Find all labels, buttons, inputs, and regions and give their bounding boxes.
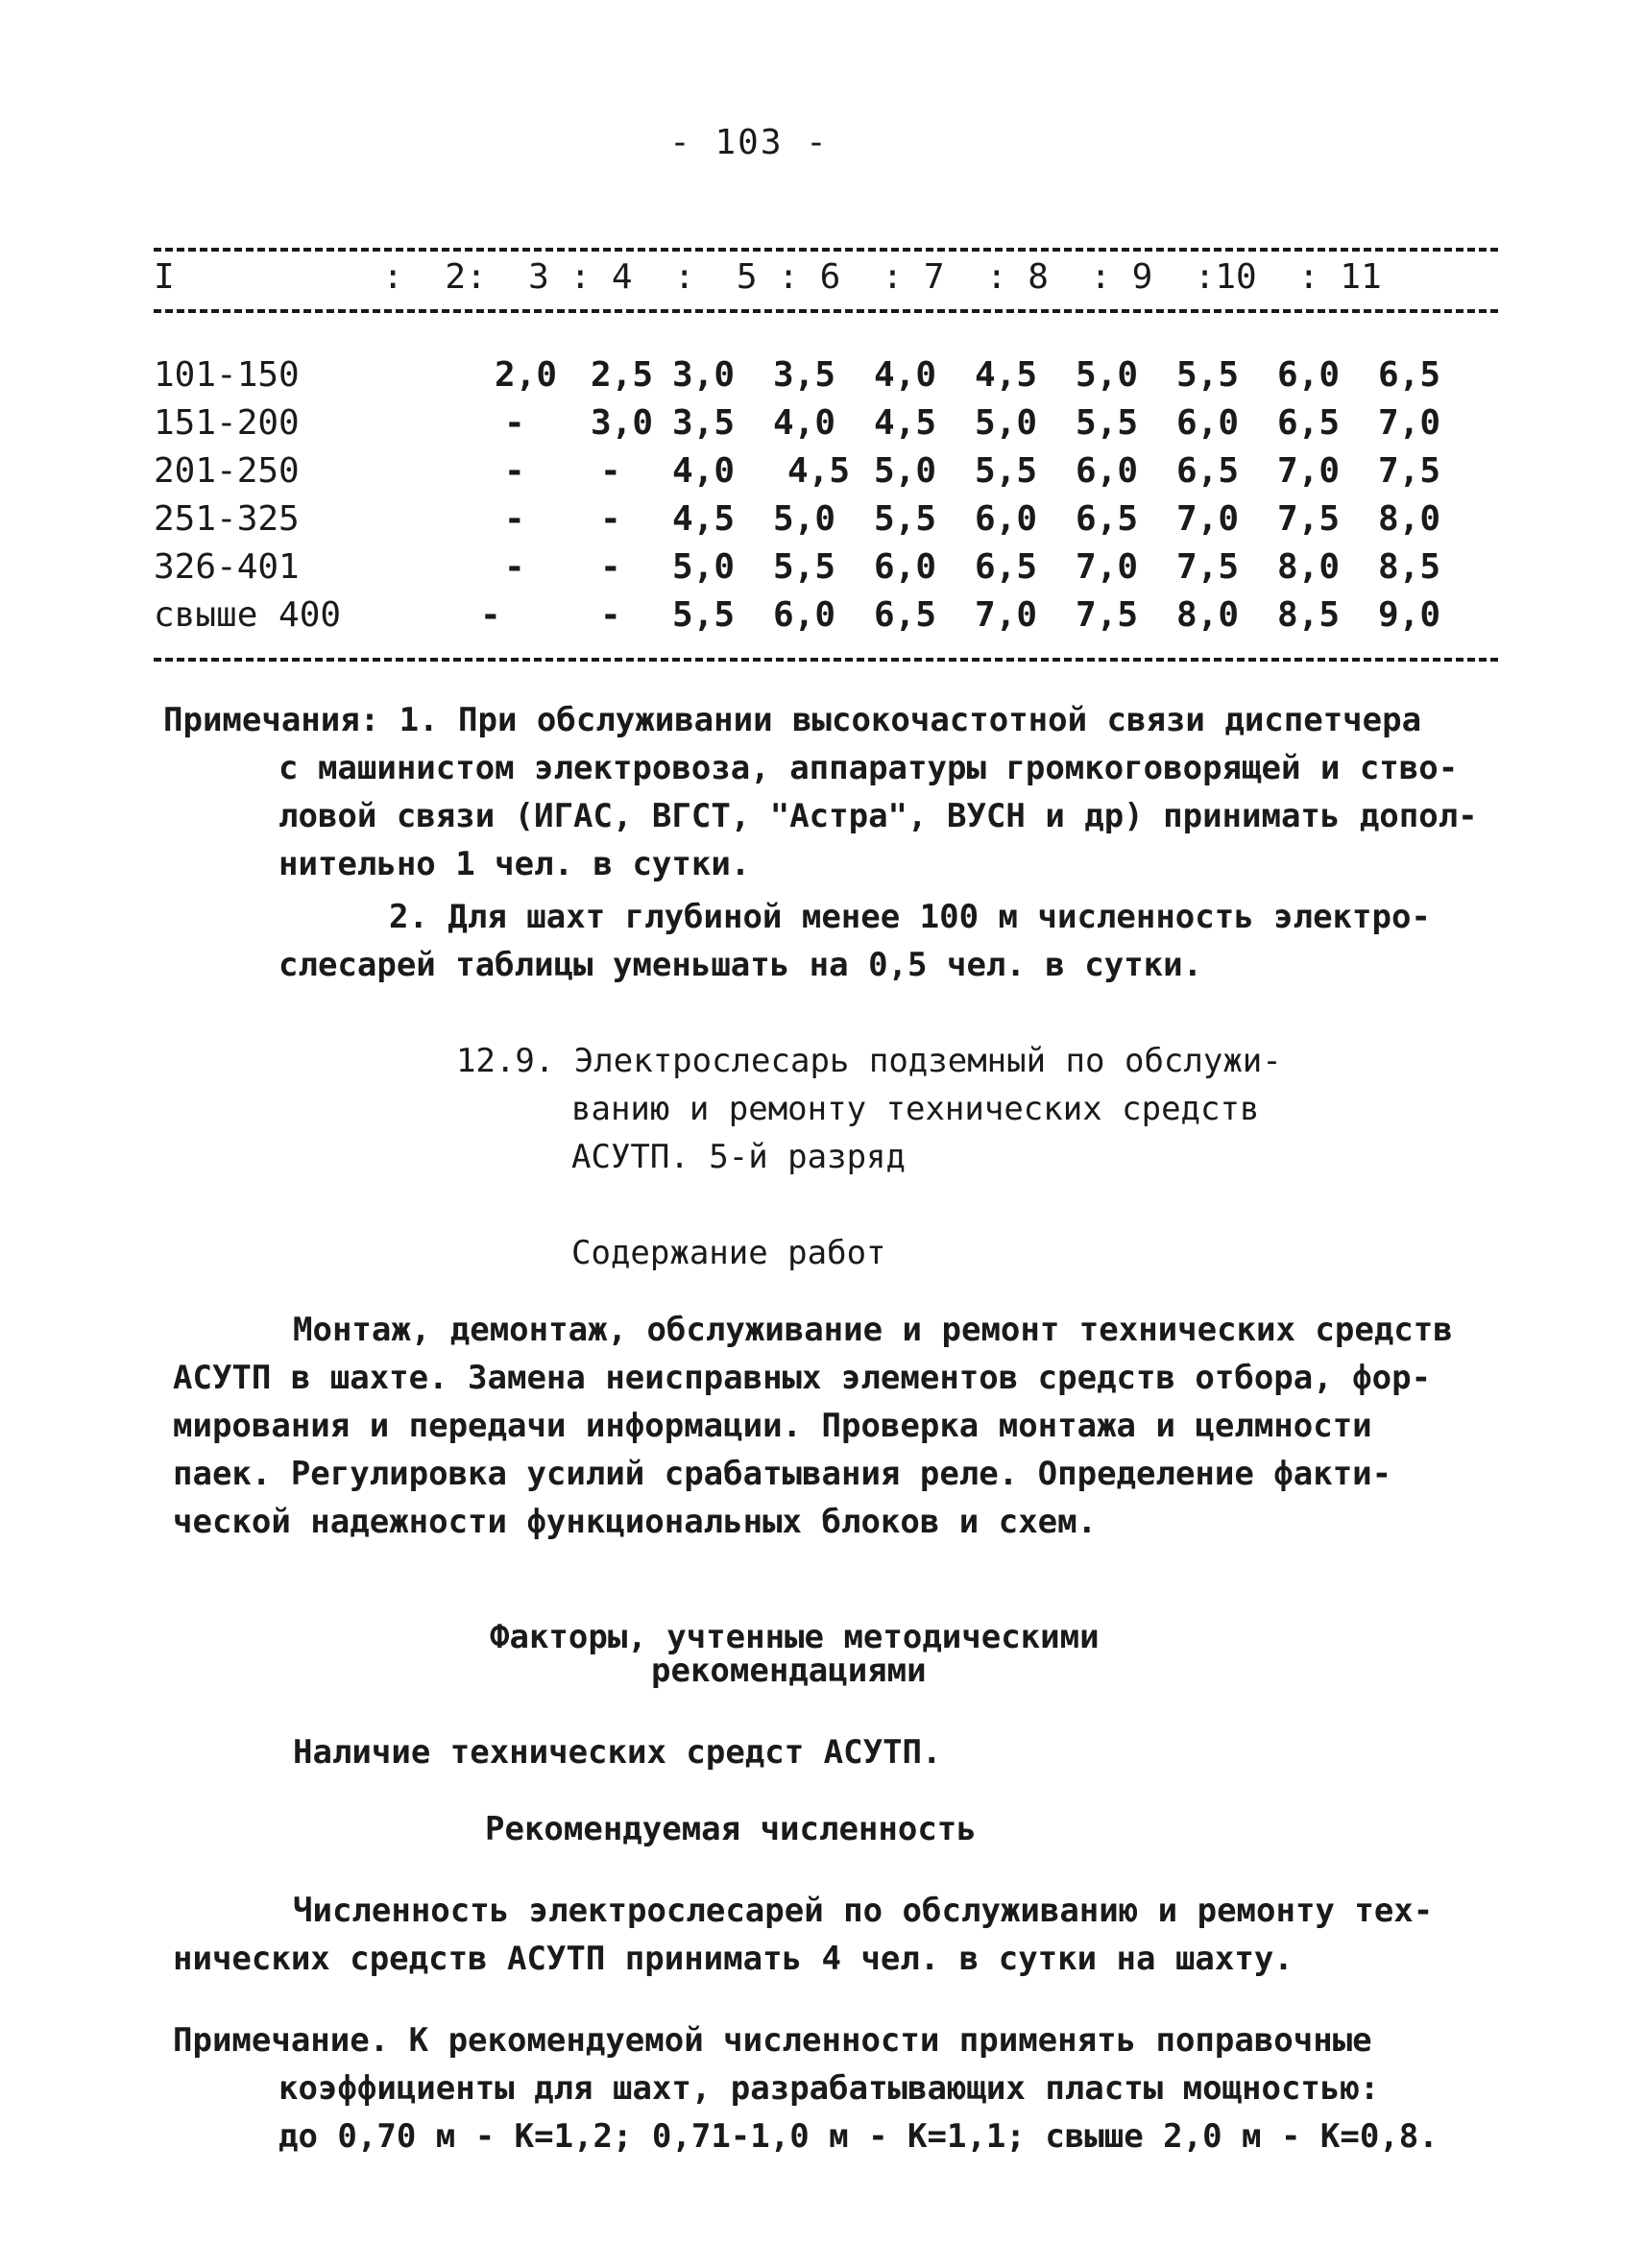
- table-cell: 6,5: [1176, 451, 1240, 491]
- table-header: [154, 257, 1498, 305]
- table-row: [154, 355, 1498, 403]
- table-cell: 4,5: [787, 451, 851, 491]
- table-cell: -: [504, 403, 525, 443]
- content-heading: Содержание работ: [571, 1234, 886, 1272]
- table-cell: 6,5: [874, 595, 937, 635]
- row-label: 251-325: [154, 499, 300, 539]
- note-line: с машинистом электровоза, аппаратуры громкоговорящей и ство-: [278, 749, 1459, 787]
- factors-heading: рекомендациями: [651, 1652, 927, 1690]
- table-cell: 6,5: [975, 547, 1038, 587]
- table-cell: 6,0: [1076, 451, 1139, 491]
- table-cell: -: [504, 547, 525, 587]
- table-cell: 5,5: [672, 595, 736, 635]
- note-line: ловой связи (ИГАС, ВГСТ, "Астра", ВУСН и др) принимать допол-: [278, 797, 1478, 835]
- page-number: - 103 -: [669, 123, 829, 162]
- section-title: АСУТП. 5-й разряд: [571, 1138, 906, 1176]
- row-label: 201-250: [154, 451, 300, 491]
- table-cell: 7,5: [1076, 595, 1139, 635]
- table-row: [154, 403, 1498, 451]
- table-cell: 6,5: [1277, 403, 1341, 443]
- table-cell: 4,0: [773, 403, 836, 443]
- table-cell: 2,5: [591, 355, 654, 395]
- table-cell: -: [504, 451, 525, 491]
- table-cell: 8,5: [1378, 547, 1441, 587]
- table-cell: 5,5: [1176, 355, 1240, 395]
- table-cell: 4,5: [975, 355, 1038, 395]
- table-cell: 5,0: [672, 547, 736, 587]
- table-cell: 4,0: [874, 355, 937, 395]
- recommended-line: Численность электрослесарей по обслуживанию и ремонту тех-: [293, 1892, 1434, 1930]
- table-cell: 3,0: [591, 403, 654, 443]
- final-note-line: Примечание. К рекомендуемой численности применять поправочные: [173, 2021, 1372, 2060]
- table-cell: -: [504, 499, 525, 539]
- table-row: [154, 451, 1498, 499]
- factors-heading: Факторы, учтенные методическими: [490, 1618, 1100, 1656]
- table-cell: 6,0: [874, 547, 937, 587]
- table-cell: 3,5: [672, 403, 736, 443]
- table-cell: 6,0: [1176, 403, 1240, 443]
- section-title: 12.9. Электрослесарь подземный по обслужи-: [456, 1042, 1282, 1080]
- table-cell: 5,5: [773, 547, 836, 587]
- content-line: паек. Регулировка усилий срабатывания реле. Определение факти-: [173, 1455, 1392, 1493]
- note-line: нительно 1 чел. в сутки.: [278, 845, 751, 883]
- table-cell: -: [480, 595, 501, 635]
- final-note-line: коэффициенты для шахт, разрабатывающих пласты мощностью:: [278, 2069, 1380, 2108]
- table-bottom-rule: [154, 658, 1498, 662]
- table-cell: 5,5: [874, 499, 937, 539]
- note-line: слесарей таблицы уменьшать на 0,5 чел. в сутки.: [278, 946, 1203, 984]
- table-cell: -: [600, 595, 621, 635]
- table-cell: 2,0: [495, 355, 558, 395]
- table-cell: 8,5: [1277, 595, 1341, 635]
- content-line: ческой надежности функциональных блоков и схем.: [173, 1503, 1098, 1541]
- table-cell: 5,5: [1076, 403, 1139, 443]
- table-cell: 5,5: [975, 451, 1038, 491]
- table-cell: 6,5: [1378, 355, 1441, 395]
- table-cell: 8,0: [1176, 595, 1240, 635]
- table-cell: 6,5: [1076, 499, 1139, 539]
- table-cell: 7,5: [1176, 547, 1240, 587]
- table-cell: 6,0: [773, 595, 836, 635]
- recommended-line: нических средств АСУТП принимать 4 чел. в сутки на шахту.: [173, 1940, 1294, 1978]
- table-cell: 3,0: [672, 355, 736, 395]
- table-cell: 4,5: [672, 499, 736, 539]
- table-cell: 9,0: [1378, 595, 1441, 635]
- table-row: [154, 547, 1498, 595]
- note-line: 2. Для шахт глубиной менее 100 м численность электро-: [389, 898, 1431, 936]
- row-label: 151-200: [154, 403, 300, 443]
- table-cell: 7,5: [1378, 451, 1441, 491]
- table-cell: 5,0: [975, 403, 1038, 443]
- content-line: Монтаж, демонтаж, обслуживание и ремонт технических средств: [293, 1311, 1453, 1349]
- row-label: 101-150: [154, 355, 300, 395]
- table-cell: 4,5: [874, 403, 937, 443]
- note-line: Примечания: 1. При обслуживании высокочастотной связи диспетчера: [163, 701, 1422, 739]
- table-cell: 4,0: [672, 451, 736, 491]
- table-cell: 6,0: [1277, 355, 1341, 395]
- table-cell: 5,0: [874, 451, 937, 491]
- table-cell: 7,0: [1378, 403, 1441, 443]
- table-cell: 6,0: [975, 499, 1038, 539]
- section-title: ванию и ремонту технических средств: [571, 1090, 1260, 1128]
- table-cell: 7,0: [1277, 451, 1341, 491]
- table-cell: 8,0: [1378, 499, 1441, 539]
- final-note-line: до 0,70 м - К=1,2; 0,71-1,0 м - К=1,1; свыше 2,0 м - К=0,8.: [278, 2117, 1439, 2156]
- table-header-text: I : 2: 3 : 4 : 5 : 6 : 7 : 8 : 9 :10 : 11: [154, 257, 1382, 297]
- row-label: свыше 400: [154, 595, 342, 635]
- table-cell: -: [600, 547, 621, 587]
- table-body: [154, 355, 1498, 643]
- content-line: АСУТП в шахте. Замена неисправных элементов средств отбора, фор-: [173, 1359, 1432, 1397]
- table-cell: 7,0: [1176, 499, 1240, 539]
- table-row: [154, 595, 1498, 643]
- table-cell: 5,0: [1076, 355, 1139, 395]
- table-row: [154, 499, 1498, 547]
- table-top-rule: [154, 248, 1498, 252]
- factors-text: Наличие технических средст АСУТП.: [293, 1733, 942, 1772]
- table-cell: 5,0: [773, 499, 836, 539]
- table-cell: -: [600, 499, 621, 539]
- table-cell: 7,5: [1277, 499, 1341, 539]
- table-cell: 8,0: [1277, 547, 1341, 587]
- table-cell: -: [600, 451, 621, 491]
- table-cell: 3,5: [773, 355, 836, 395]
- row-label: 326-401: [154, 547, 300, 587]
- table-header-rule: [154, 309, 1498, 313]
- table-cell: 7,0: [975, 595, 1038, 635]
- table-cell: 7,0: [1076, 547, 1139, 587]
- recommended-heading: Рекомендуемая численность: [485, 1810, 977, 1848]
- content-line: мирования и передачи информации. Проверка монтажа и целмности: [173, 1407, 1372, 1445]
